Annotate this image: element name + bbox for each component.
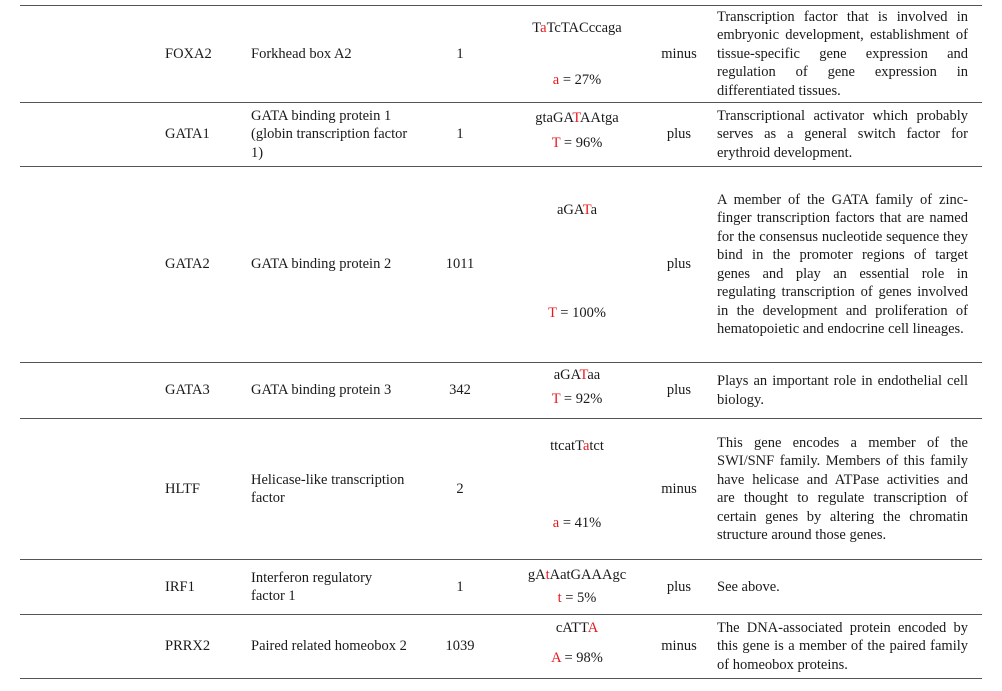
gene-description: See above. [709,560,982,615]
motif-highlight-base: T [572,110,581,126]
strand: plus [649,560,709,615]
site-count: 2 [415,419,505,560]
base-frequency [505,390,649,409]
gene-description: Transcriptional activator which probably serves as a general switch factor for erythroid development. [709,103,982,167]
motif-segment: aGA [553,367,580,383]
frequency-base: T [551,135,561,151]
frequency-value: = 5% [561,590,597,606]
motif-cell [505,615,649,679]
table-row [20,560,982,615]
gene-description: The DNA-associated protein encoded by this gene is a member of the paired family of homeobox proteins. [709,615,982,679]
motif-highlight-base: t [545,567,550,583]
gene-description: A member of the GATA family of zinc-finger transcription factors that are named for the consensus nucleotide sequence they bind in the promoter regions of target genes and play an essential role in regulating transcription of genes involved in the development and proliferation of hematopoietic and endocrine cell lineages. [709,167,982,363]
strand: minus [649,6,709,103]
frequency-value: = 98% [560,650,603,666]
site-count: 342 [415,363,505,419]
strand: plus [649,363,709,419]
motif-cell [505,167,649,363]
gene-symbol: FOXA2 [20,6,240,103]
table-row [20,615,982,679]
motif-segment: cATT [555,620,588,636]
motif-cell [505,6,649,103]
motif-segment: aa [587,367,601,383]
motif-highlight-base: T [579,367,588,383]
frequency-value: = 92% [560,391,603,407]
gene-name: GATA binding protein 1 (globin transcription factor 1) [240,103,415,167]
table-row [20,363,982,419]
frequency-value: = 27% [559,72,602,88]
motif-segment: ttcatT [550,438,583,454]
gene-symbol: HLTF [20,419,240,560]
motif-cell [505,103,649,167]
gene-symbol: PRRX2 [20,615,240,679]
motif-highlight-base: a [582,438,590,454]
gene-description: Plays an important role in endothelial cell biology. [709,363,982,419]
motif-segment: gtaGA [535,110,573,126]
motif-segment: aGA [556,202,583,218]
gene-symbol: GATA3 [20,363,240,419]
motif-highlight-base: A [587,620,599,636]
frequency-value: = 41% [559,515,602,531]
strand: plus [649,167,709,363]
frequency-base: A [551,650,561,666]
motif-cell [505,363,649,419]
gene-table [20,5,982,679]
motif-segment: TcTACccaga [546,20,622,36]
table-row [20,6,982,103]
motif-sequence [505,366,649,385]
gene-symbol: GATA2 [20,167,240,363]
base-frequency [505,134,649,153]
gene-name: GATA binding protein 2 [240,167,415,363]
frequency-base: a [552,72,560,88]
motif-segment: a [590,202,598,218]
strand: plus [649,103,709,167]
table-row [20,103,982,167]
frequency-base: T [548,305,557,321]
gene-description: Transcription factor that is involved in embryonic development, establishment of tissue-specific gene expression and regulation of gene expression in differentiated tissues. [709,6,982,103]
strand: minus [649,419,709,560]
motif-sequence [505,566,649,585]
motif-highlight-base: T [582,202,591,218]
base-frequency [505,304,649,323]
site-count: 1 [415,103,505,167]
site-count: 1 [415,6,505,103]
base-frequency [505,514,649,533]
table-row [20,419,982,560]
frequency-base: t [557,590,562,606]
gene-name: GATA binding protein 3 [240,363,415,419]
motif-sequence [505,437,649,456]
gene-name: Forkhead box A2 [240,6,415,103]
motif-sequence [505,109,649,128]
motif-sequence [505,619,649,638]
motif-segment: T [532,20,541,36]
gene-name: Interferon regulatory factor 1 [240,560,415,615]
frequency-base: T [551,391,561,407]
motif-segment: tct [589,438,604,454]
frequency-value: = 100% [556,305,606,321]
site-count: 1011 [415,167,505,363]
base-frequency [505,649,649,668]
motif-segment: AatGAAAgc [549,567,627,583]
motif-cell [505,560,649,615]
gene-symbol: GATA1 [20,103,240,167]
motif-sequence [505,201,649,220]
base-frequency [505,589,649,608]
base-frequency [505,71,649,90]
gene-symbol: IRF1 [20,560,240,615]
site-count: 1 [415,560,505,615]
frequency-value: = 96% [560,135,603,151]
motif-segment: gA [527,567,546,583]
frequency-base: a [552,515,560,531]
motif-cell [505,419,649,560]
motif-segment: AAtga [580,110,619,126]
site-count: 1039 [415,615,505,679]
gene-table-body [20,6,982,679]
gene-name: Helicase-like transcription factor [240,419,415,560]
strand: minus [649,615,709,679]
motif-sequence [505,19,649,38]
motif-highlight-base: a [540,20,547,36]
table-row [20,167,982,363]
gene-name: Paired related homeobox 2 [240,615,415,679]
gene-description: This gene encodes a member of the SWI/SNF family. Members of this family have helicase and ATPase activities and are thought to regulate transcription of certain genes by altering the chromatin structure around those genes. [709,419,982,560]
